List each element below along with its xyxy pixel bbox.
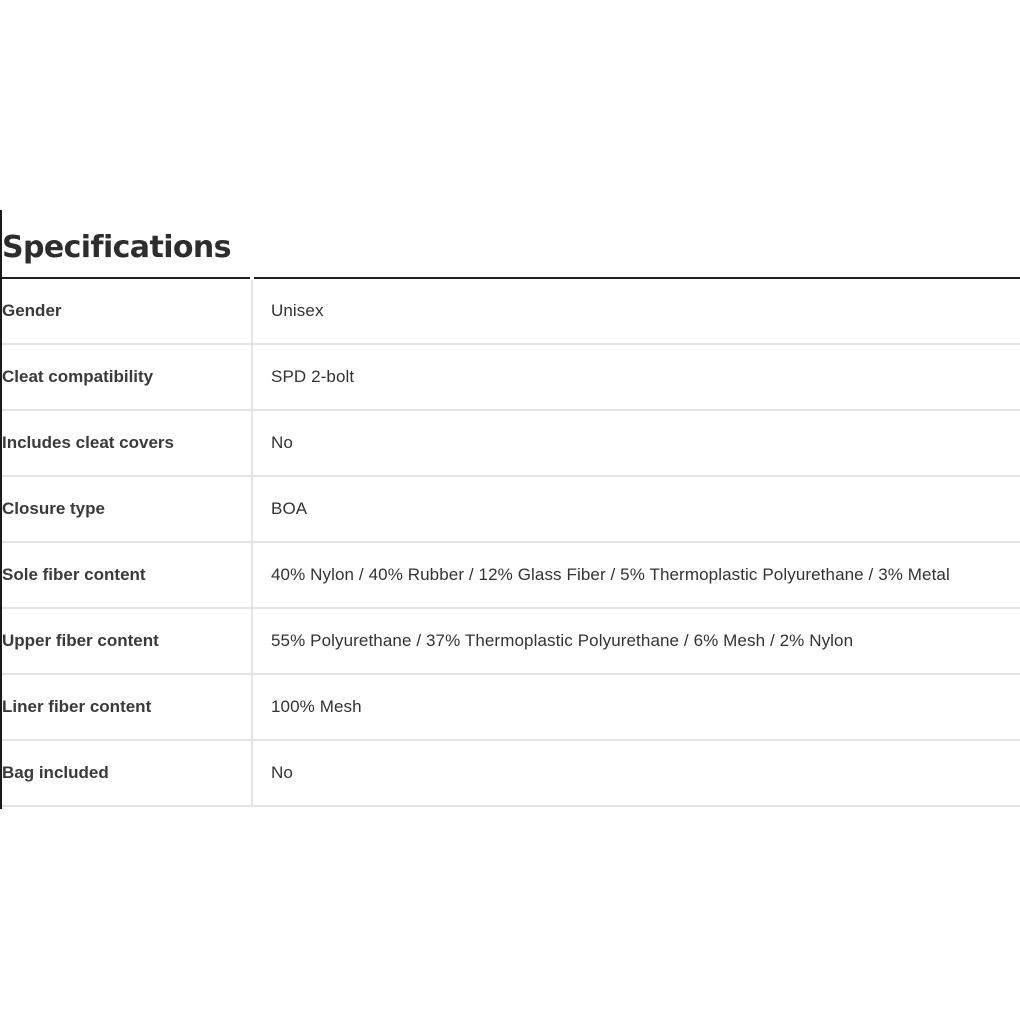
spec-row-cleat-compatibility [2, 344, 1020, 410]
spec-label: Gender [2, 278, 252, 344]
spec-value: No [252, 740, 1020, 806]
spec-row-closure-type [2, 476, 1020, 542]
spec-label: Includes cleat covers [2, 410, 252, 476]
spec-value: SPD 2-bolt [252, 344, 1020, 410]
specifications-table [2, 277, 1020, 807]
spec-value: BOA [252, 476, 1020, 542]
spec-row-gender [2, 278, 1020, 344]
spec-label: Bag included [2, 740, 252, 806]
spec-row-liner-fiber-content [2, 674, 1020, 740]
specifications-heading: Specifications [2, 230, 231, 265]
spec-row-upper-fiber-content [2, 608, 1020, 674]
spec-label: Upper fiber content [2, 608, 252, 674]
spec-label: Closure type [2, 476, 252, 542]
spec-row-includes-cleat-covers [2, 410, 1020, 476]
spec-label: Sole fiber content [2, 542, 252, 608]
spec-value: 40% Nylon / 40% Rubber / 12% Glass Fiber / 5% Thermoplastic Polyurethane / 3% Metal [252, 542, 1020, 608]
spec-value: Unisex [252, 278, 1020, 344]
spec-label: Liner fiber content [2, 674, 252, 740]
spec-value: No [252, 410, 1020, 476]
spec-label: Cleat compatibility [2, 344, 252, 410]
spec-value: 100% Mesh [252, 674, 1020, 740]
header-rule-gap [250, 276, 254, 280]
spec-row-bag-included [2, 740, 1020, 806]
spec-value: 55% Polyurethane / 37% Thermoplastic Polyurethane / 6% Mesh / 2% Nylon [252, 608, 1020, 674]
spec-row-sole-fiber-content [2, 542, 1020, 608]
